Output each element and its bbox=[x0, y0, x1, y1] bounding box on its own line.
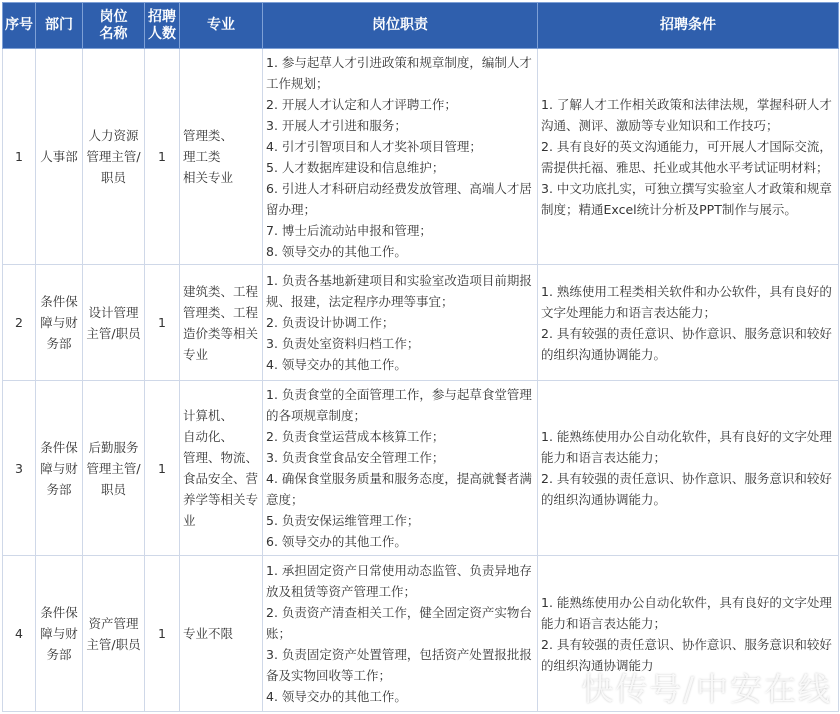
header-requirements: 招聘条件 bbox=[538, 3, 839, 49]
major-cell bbox=[180, 265, 263, 381]
duty-item: 4. 领导交办的其他工作。 bbox=[266, 689, 407, 704]
duties-cell bbox=[263, 556, 538, 712]
table-row bbox=[3, 381, 839, 556]
major-cell bbox=[180, 556, 263, 712]
duties-cell bbox=[263, 49, 538, 265]
headcount-cell: 1 bbox=[145, 49, 180, 265]
requirements-cell bbox=[538, 381, 839, 556]
row-number: 1 bbox=[3, 49, 36, 265]
header-dept: 部门 bbox=[36, 3, 83, 49]
requirement-item: 2. 具有较强的责任意识、协作意识、服务意识和较好的组织沟通协调能力。 bbox=[541, 325, 832, 362]
requirements-cell bbox=[538, 49, 839, 265]
department-cell: 人事部 bbox=[36, 49, 83, 265]
major-cell bbox=[180, 49, 263, 265]
duty-item: 3. 负责食堂食品安全管理工作； bbox=[266, 450, 445, 465]
major-line: 专业不限 bbox=[183, 626, 234, 641]
watermark: 快传号/中安在线 bbox=[581, 670, 832, 708]
requirement-item: 1. 能熟练使用办公自动化软件，具有良好的文字处理能力和语言表达能力； bbox=[541, 429, 832, 465]
major-line: 建筑类、工程管理类、工程造价类等相关专业 bbox=[183, 283, 259, 362]
duty-item: 1. 负责各基地新建项目和实验室改造项目前期报规、报建，法定程序办理等事宜； bbox=[266, 273, 532, 309]
header-position: 岗位 名称 bbox=[83, 3, 145, 49]
row-number: 4 bbox=[3, 556, 36, 712]
headcount-cell: 1 bbox=[145, 265, 180, 381]
duty-item: 2. 负责设计协调工作； bbox=[266, 315, 395, 330]
recruitment-table bbox=[2, 2, 839, 712]
duty-item: 7. 博士后流动站申报和管理； bbox=[266, 222, 432, 238]
duty-item: 3. 负责固定资产处置管理，包括资产处置报批报备及实物回收等工作； bbox=[266, 647, 532, 683]
requirement-item: 1. 能熟练使用办公自动化软件，具有良好的文字处理能力和语言表达能力； bbox=[541, 594, 832, 631]
duty-item: 1. 负责食堂的全面管理工作，参与起草食堂管理的各项规章制度； bbox=[266, 387, 532, 423]
major-line: 计算机、 bbox=[183, 408, 234, 423]
table-row bbox=[3, 49, 839, 265]
duty-item: 1. 承担固定资产日常使用动态监管、负责异地存放及租赁等资产管理工作； bbox=[266, 563, 532, 599]
duty-item: 5. 负责安保运维管理工作； bbox=[266, 513, 420, 528]
duty-item: 1. 参与起草人才引进政策和规章制度，编制人才工作规划； bbox=[266, 54, 532, 91]
header-no: 序号 bbox=[3, 3, 36, 49]
requirement-item: 2. 具有良好的英文沟通能力，可开展人才国际交流，需提供托福、雅思、托业或其他水平考试证明材料； bbox=[541, 138, 832, 175]
duty-item: 8. 领导交办的其他工作。 bbox=[266, 243, 407, 259]
position-cell: 资产管理主管/职员 bbox=[83, 556, 145, 712]
major-line: 自动化、 bbox=[183, 429, 234, 444]
row-number: 2 bbox=[3, 265, 36, 381]
major-line: 相关专业 bbox=[183, 170, 234, 185]
requirement-item: 2. 具有较强的责任意识、协作意识、服务意识和较好的组织沟通协调能力 bbox=[541, 636, 832, 673]
header-row bbox=[3, 3, 839, 49]
duty-item: 5. 人才数据库建设和信息维护； bbox=[266, 159, 445, 175]
requirement-item: 1. 熟练使用工程类相关软件和办公软件，具有良好的文字处理能力和语言表达能力； bbox=[541, 283, 832, 320]
duty-item: 2. 负责资产清查相关工作，健全固定资产实物台账； bbox=[266, 605, 532, 641]
duty-item: 2. 开展人才认定和人才评聘工作； bbox=[266, 96, 457, 112]
duties-cell bbox=[263, 381, 538, 556]
requirements-cell bbox=[538, 265, 839, 381]
major-line: 理工类 bbox=[183, 149, 221, 164]
duty-item: 4. 引才引智项目和人才奖补项目管理； bbox=[266, 138, 482, 154]
department-cell: 条件保障与财务部 bbox=[36, 381, 83, 556]
major-cell bbox=[180, 381, 263, 556]
duty-item: 6. 领导交办的其他工作。 bbox=[266, 534, 407, 549]
duties-cell bbox=[263, 265, 538, 381]
position-cell: 后勤服务管理主管/职员 bbox=[83, 381, 145, 556]
position-cell: 人力资源管理主管/职员 bbox=[83, 49, 145, 265]
header-duties: 岗位职责 bbox=[263, 3, 538, 49]
duty-item: 6. 引进人才科研启动经费发放管理、高端人才居留办理； bbox=[266, 180, 532, 217]
position-cell: 设计管理主管/职员 bbox=[83, 265, 145, 381]
duty-item: 4. 领导交办的其他工作。 bbox=[266, 357, 407, 372]
requirement-item: 3. 中文功底扎实，可独立撰写实验室人才政策和规章制度；精通Excel统计分析及PPT制作与展示。 bbox=[541, 180, 832, 217]
duty-item: 2. 负责食堂运营成本核算工作； bbox=[266, 429, 445, 444]
department-cell: 条件保障与财务部 bbox=[36, 556, 83, 712]
headcount-cell: 1 bbox=[145, 381, 180, 556]
requirement-item: 1. 了解人才工作相关政策和法律法规，掌握科研人才沟通、测评、激励等专业知识和工作技巧； bbox=[541, 96, 832, 133]
header-count: 招聘 人数 bbox=[145, 3, 180, 49]
requirement-item: 2. 具有较强的责任意识、协作意识、服务意识和较好的组织沟通协调能力。 bbox=[541, 471, 832, 507]
major-line: 管理、物流、食品安全、营养学等相关专业 bbox=[183, 450, 259, 528]
headcount-cell: 1 bbox=[145, 556, 180, 712]
duty-item: 4. 确保食堂服务质量和服务态度，提高就餐者满意度； bbox=[266, 471, 532, 507]
department-cell: 条件保障与财务部 bbox=[36, 265, 83, 381]
duty-item: 3. 负责处室资料归档工作； bbox=[266, 336, 420, 351]
table-row bbox=[3, 265, 839, 381]
major-line: 管理类、 bbox=[183, 128, 234, 143]
duty-item: 3. 开展人才引进和服务； bbox=[266, 117, 407, 133]
row-number: 3 bbox=[3, 381, 36, 556]
header-major: 专业 bbox=[180, 3, 263, 49]
